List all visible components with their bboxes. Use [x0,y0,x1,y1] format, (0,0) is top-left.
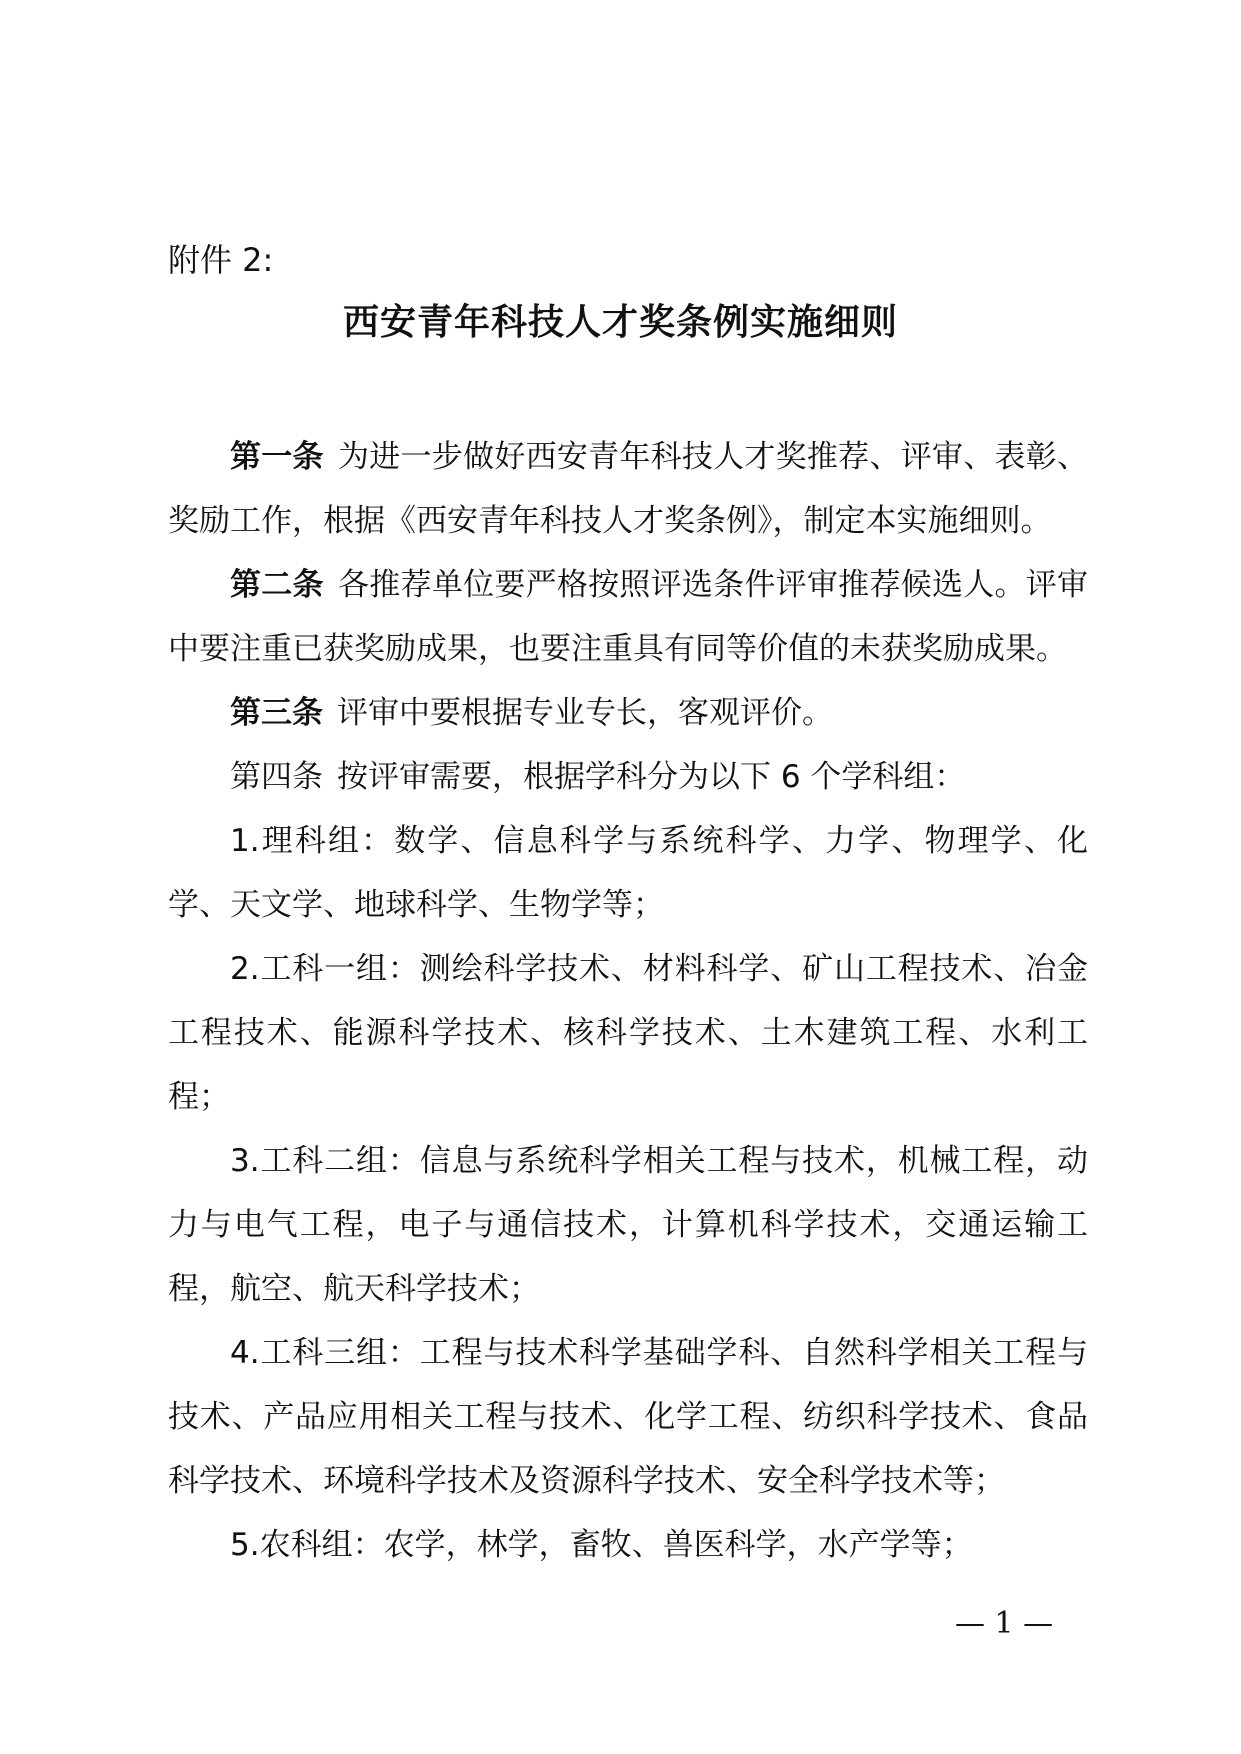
paragraph-text: 按评审需要，根据学科分为以下 6 个学科组： [337,759,966,795]
list-item-engineering-group-2: 3.工科二组：信息与系统科学相关工程与技术，机械工程，动力与电气工程，电子与通信技术，计算机科学技术，交通运输工程，航空、航天科学技术； [168,1143,1088,1307]
page-number: — 1 — [955,1606,1054,1641]
document-title: 西安青年科技人才奖条例实施细则 [342,302,898,343]
paragraph-article-3 [168,681,1088,745]
list-item-engineering-group-3: 4.工科三组：工程与技术科学基础学科、自然科学相关工程与技术、产品应用相关工程与技术、化学工程、纺织科学技术、食品科学技术、环境科学技术及资源科学技术、安全科学技术等； [168,1335,1088,1499]
paragraph-article-2 [168,553,1088,681]
paragraph-text: 各推荐单位要严格按照评选条件评审推荐候选人。评审中要注重已获奖励成果，也要注重具有同等价值的未获奖励成果。 [168,567,1089,667]
paragraph-article-4 [168,745,1088,809]
paragraph-text: 为进一步做好西安青年科技人才奖推荐、评审、表彰、奖励工作，根据《西安青年科技人才奖条例》，制定本实施细则。 [168,439,1089,539]
document-body [168,425,1088,1577]
article-label: 第一条 [230,439,324,475]
paragraph-text: 评审中要根据专业专长，客观评价。 [337,695,833,731]
attachment-label: 附件 2: [168,241,274,279]
article-label: 第二条 [230,567,324,603]
list-item-engineering-group-1: 2.工科一组：测绘科学技术、材料科学、矿山工程技术、冶金工程技术、能源科学技术、核科学技术、土木建筑工程、水利工程； [168,951,1088,1115]
article-label: 第三条 [230,695,323,731]
list-item-science-group: 1.理科组：数学、信息科学与系统科学、力学、物理学、化学、天文学、地球科学、生物学等； [168,823,1088,923]
paragraph-article-1 [168,425,1088,553]
list-item-agriculture-group: 5.农科组：农学，林学，畜牧、兽医科学，水产学等； [230,1527,973,1563]
article-label: 第四条 [230,759,323,795]
